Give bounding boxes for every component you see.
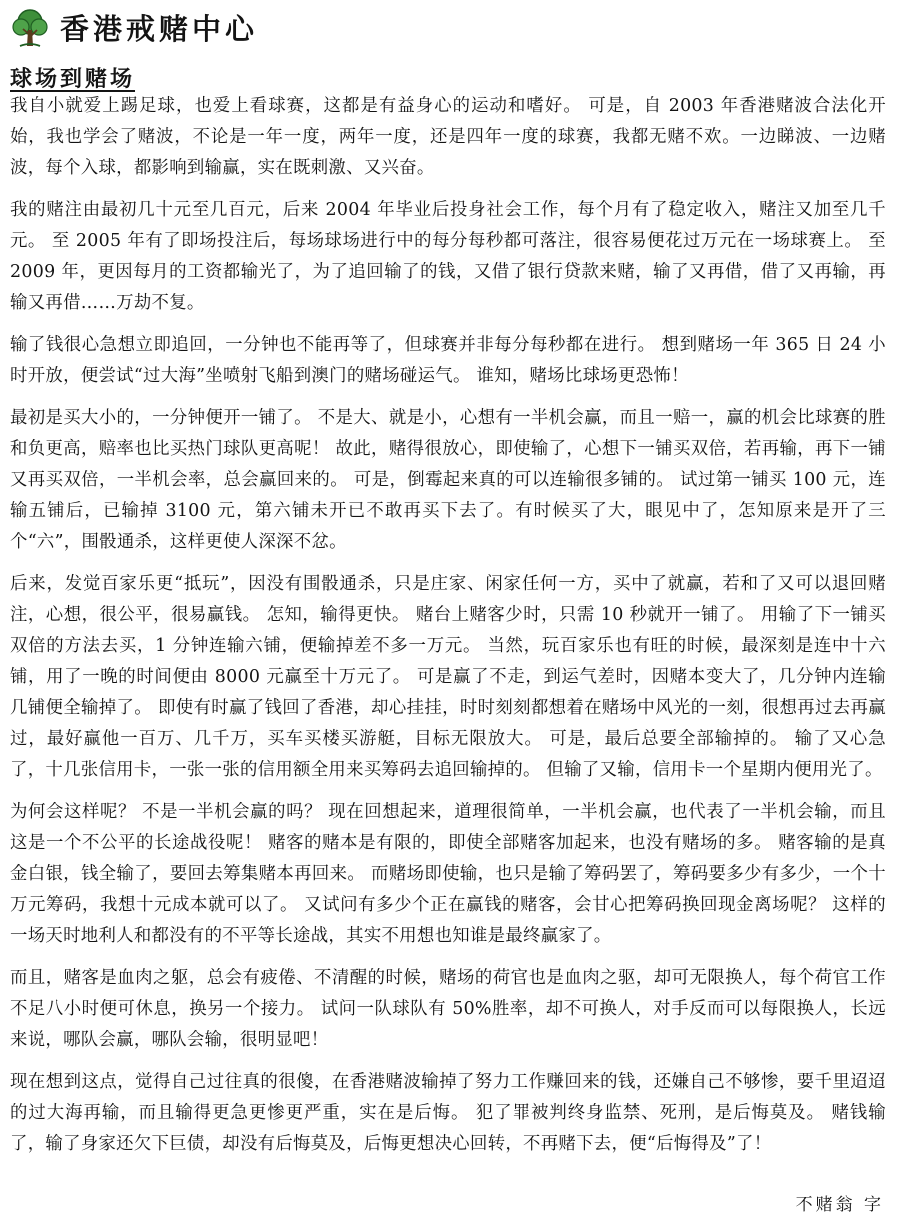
organization-name: 香港戒赌中心 — [60, 12, 259, 46]
paragraph: 我自小就爱上踢足球，也爱上看球赛，这都是有益身心的运动和嗜好。 可是，自 2003 年香港赌波合法化开始，我也学会了赌波，不论是一年一度，两年一度，还是四年一度的球赛，我都无赌不欢。一边睇波、一边赌波，每个入球，都影响到输赢，实在既刺激、又兴奋。 — [10, 96, 886, 178]
paragraph: 现在想到这点，觉得自己过往真的很傻，在香港赌波输掉了努力工作赚回来的钱，还嫌自己不够惨，要千里迢迢的过大海再输，而且输得更急更惨更严重，实在是后悔。 犯了罪被判终身监禁、死刑，是后悔莫及。 赌钱输了，输了身家还欠下巨债，却没有后悔莫及，后悔更想决心回转，不再赌下去，便“后悔得及”了！ — [10, 1072, 886, 1154]
paragraph: 而且，赌客是血肉之躯，总会有疲倦、不清醒的时候，赌场的荷官也是血肉之驱，却可无限换人，每个荷官工作不足八小时便可休息，换另一个接力。 试问一队球队有 50%胜率，却不可换人，对手反而可以每限换人，长远来说，哪队会赢，哪队会输，很明显吧！ — [10, 968, 886, 1050]
paragraph: 我的赌注由最初几十元至几百元，后来 2004 年毕业后投身社会工作，每个月有了稳定收入，赌注又加至几千元。 至 2005 年有了即场投注后，每场球场进行中的每分每秒都可落注，很容易便花过万元在一场球赛上。 至 2009 年，更因每月的工资都输光了，为了追回输了的钱，又借了银行贷款来赌，输了又再借，借了又再输，再输又再借……万劫不复。 — [10, 200, 886, 313]
signature: 不赌翁 字 — [795, 1195, 884, 1215]
header — [8, 8, 258, 50]
paragraph: 后来，发觉百家乐更“抵玩”，因没有围骰通杀，只是庄家、闲家任何一方，买中了就赢，若和了又可以退回赌注，心想，很公平，很易赢钱。 怎知，输得更快。 赌台上赌客少时，只需 10 秒就开一铺了。 用输了下一铺买双倍的方法去买，1 分钟连输六铺，便输掉差不多一万元。 当然，玩百家乐也有旺的时候，最深刻是连中十六铺，用了一晚的时间便由 8000 元赢至十万元了。 可是赢了不走，到运气差时，因赌本变大了，几分钟内连输几铺便全输掉了。 即使有时赢了钱回了香港，却心挂挂，时时刻刻都想着在赌场中风光的一刻，很想再过去再赢过，最好赢他一百万、几千万，买车买楼买游艇，目标无限放大。 可是，最后总要全部输掉的。 输了又心急了，十几张信用卡，一张一张的信用额全用来买筹码去追回输掉的。 但输了又输，信用卡一个星期内便用光了。 — [10, 574, 886, 780]
paragraph: 输了钱很心急想立即追回，一分钟也不能再等了，但球赛并非每分每秒都在进行。 想到赌场一年 365 日 24 小时开放，便尝试“过大海”坐喷射飞船到澳门的赌场碰运气。 谁知，赌场比球场更恐怖！ — [10, 335, 886, 386]
article-body — [10, 91, 886, 1171]
paragraph: 为何会这样呢？ 不是一半机会赢的吗？ 现在回想起来，道理很简单，一半机会赢，也代表了一半机会输，而且这是一个不公平的长途战役呢！ 赌客的赌本是有限的，即使全部赌客加起来，也没有赌场的多。 赌客输的是真金白银，钱全输了，要回去筹集赌本再回来。 而赌场即使输，也只是输了筹码罢了，筹码要多少有多少，一个十万元筹码，我想十元成本就可以了。 又试问有多少个正在赢钱的赌客，会甘心把筹码换回现金离场呢？ 这样的一场天时地利人和都没有的不平等长途战，其实不用想也知谁是最终赢家了。 — [10, 802, 886, 946]
tree-logo-icon — [8, 8, 52, 50]
paragraph: 最初是买大小的，一分钟便开一铺了。 不是大、就是小，心想有一半机会赢，而且一赔一，赢的机会比球赛的胜和负更高，赔率也比买热门球队更高呢！ 故此，赌得很放心，即使输了，心想下一铺买双倍，若再输，再下一铺又再买双倍，一半机会率，总会赢回来的。 可是，倒霉起来真的可以连输很多铺的。 试过第一铺买 100 元，连输五铺后，已输掉 3100 元，第六铺未开已不敢再买下去了。有时候买了大，眼见中了，怎知原来是开了三个“六”，围骰通杀，这样更使人深深不忿。 — [10, 408, 886, 552]
article-title: 球场到赌场 — [10, 66, 136, 92]
